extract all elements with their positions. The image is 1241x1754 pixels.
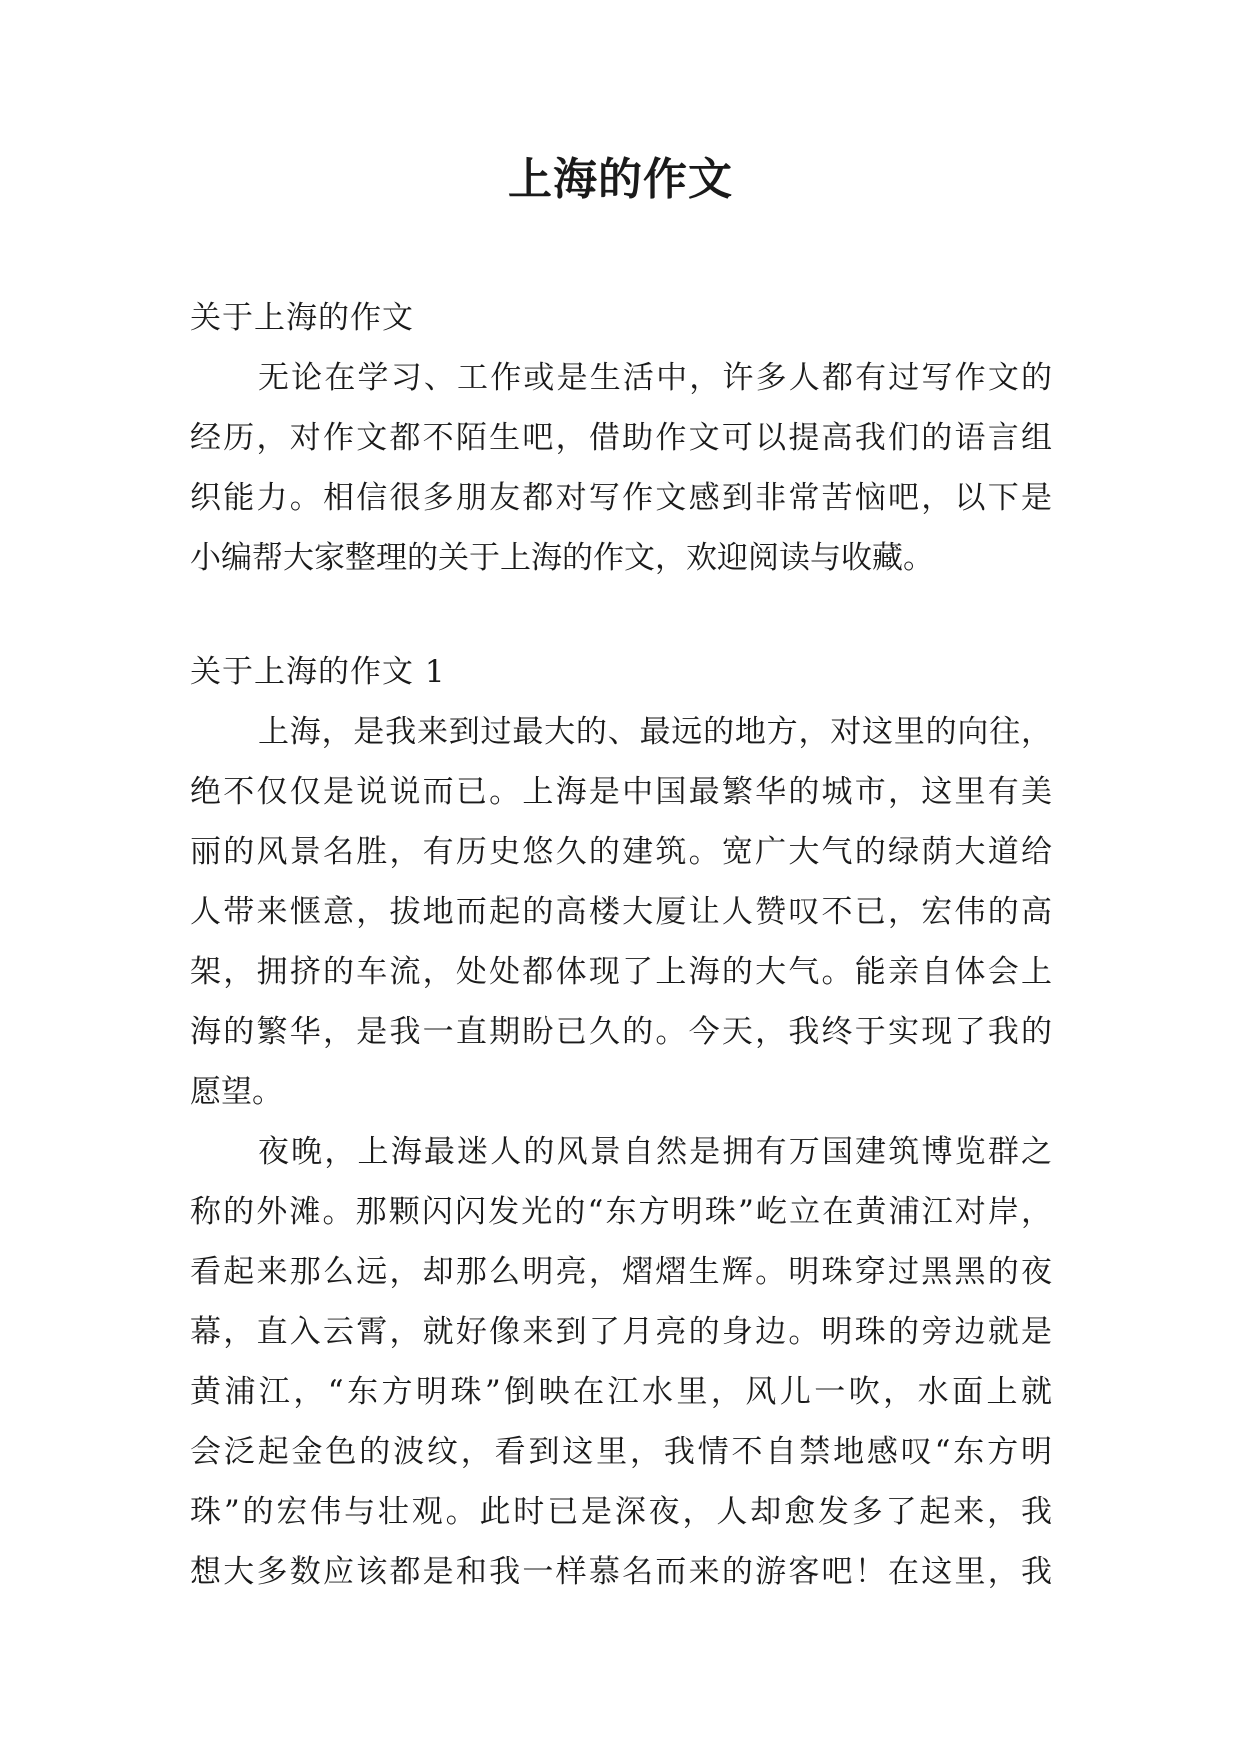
- document-body: [190, 288, 1052, 1602]
- paragraph-line: 称的外滩。那颗闪闪发光的“东方明珠”屹立在黄浦江对岸，: [190, 1194, 1052, 1230]
- paragraph-line: 想大多数应该都是和我一样慕名而来的游客吧！在这里，我: [190, 1554, 1052, 1590]
- paragraph-line: 珠”的宏伟与壮观。此时已是深夜，人却愈发多了起来，我: [190, 1494, 1052, 1530]
- paragraph-line: 愿望。: [190, 1074, 283, 1110]
- document-title: 上海的作文: [508, 154, 733, 205]
- paragraph-line: 夜晚，上海最迷人的风景自然是拥有万国建筑博览群之: [258, 1134, 1052, 1170]
- paragraph-line: 人带来惬意，拔地而起的高楼大厦让人赞叹不已，宏伟的高: [190, 894, 1052, 930]
- intro-paragraph: [190, 348, 1052, 588]
- essay1-paragraph-2: [190, 1122, 1052, 1602]
- intro-line: 小编帮大家整理的关于上海的作文，欢迎阅读与收藏。: [190, 540, 934, 576]
- paragraph-line: 看起来那么远，却那么明亮，熠熠生辉。明珠穿过黑黑的夜: [190, 1254, 1052, 1290]
- paragraph-line: 海的繁华，是我一直期盼已久的。今天，我终于实现了我的: [190, 1014, 1052, 1050]
- paragraph-line: 幕，直入云霄，就好像来到了月亮的身边。明珠的旁边就是: [190, 1314, 1052, 1350]
- intro-line: 经历，对作文都不陌生吧，借助作文可以提高我们的语言组: [190, 420, 1052, 456]
- paragraph-line: 会泛起金色的波纹，看到这里，我情不自禁地感叹“东方明: [190, 1434, 1052, 1470]
- paragraph-line: 丽的风景名胜，有历史悠久的建筑。宽广大气的绿荫大道给: [190, 834, 1052, 870]
- paragraph-line: 上海，是我来到过最大的、最远的地方，对这里的向往，: [258, 714, 1052, 750]
- essay1-paragraph-1: [190, 702, 1052, 1122]
- intro-heading: 关于上海的作文: [190, 300, 414, 336]
- intro-line: 无论在学习、工作或是生活中，许多人都有过写作文的: [258, 360, 1052, 396]
- essay1-heading: 关于上海的作文 1: [190, 654, 446, 690]
- section-spacer: [190, 588, 1052, 642]
- paragraph-line: 绝不仅仅是说说而已。上海是中国最繁华的城市，这里有美: [190, 774, 1052, 810]
- paragraph-line: 黄浦江，“东方明珠”倒映在江水里，风儿一吹，水面上就: [190, 1374, 1052, 1410]
- intro-line: 织能力。相信很多朋友都对写作文感到非常苦恼吧，以下是: [190, 480, 1052, 516]
- paragraph-line: 架，拥挤的车流，处处都体现了上海的大气。能亲自体会上: [190, 954, 1052, 990]
